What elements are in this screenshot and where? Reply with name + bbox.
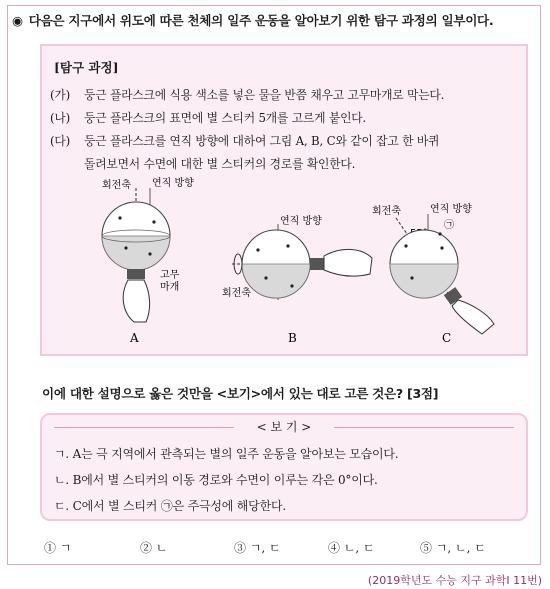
question-marker: ◉ <box>12 13 23 28</box>
step-label: (나) <box>50 111 71 125</box>
fig-b-label: B <box>288 331 297 345</box>
fig-a-axis-label: 회전축 <box>102 180 131 191</box>
experiment-figures <box>42 174 526 350</box>
step-na <box>50 107 520 130</box>
fig-a-stopper-label-2: 마개 <box>160 282 180 293</box>
fig-a-label: A <box>130 331 139 345</box>
fig-a-vertical-label: 연직 방향 <box>152 178 194 189</box>
step-text: 둥근 플라스크를 연직 방향에 대하여 그림 A, B, C와 같이 잡고 한 바퀴 <box>84 134 440 148</box>
step-text-continued: 돌려보면서 수면에 대한 별 스티커의 경로를 확인한다. <box>84 157 356 171</box>
question-prompt: 이에 대한 설명으로 옳은 것만을 <보기>에서 있는 대로 고른 것은? [3점] <box>42 386 439 401</box>
choice-3[interactable]: ③ ㄱ, ㄷ <box>234 541 281 555</box>
bogi-box <box>40 413 528 521</box>
fig-b-vertical-label: 연직 방향 <box>280 216 322 227</box>
inquiry-panel <box>40 44 528 356</box>
step-text: 둥근 플라스크의 표면에 별 스티커 5개를 고르게 붙인다. <box>84 111 367 125</box>
step-da <box>50 130 520 176</box>
question-text: 다음은 지구에서 위도에 따른 천체의 일주 운동을 알아보기 위한 탐구 과정의 일부이다. <box>28 13 494 28</box>
step-label: (가) <box>50 88 71 102</box>
figure-c <box>372 202 494 345</box>
fig-b-axis-label: 회전축 <box>222 288 251 299</box>
choice-1[interactable]: ① ㄱ <box>44 541 72 555</box>
fig-c-vertical-label: 연직 방향 <box>430 204 472 215</box>
fig-c-axis-label: 회전축 <box>372 206 401 217</box>
inquiry-title: [탐구 과정] <box>54 60 119 75</box>
fig-c-marker-label: ㉠ <box>444 220 454 231</box>
figure-a <box>102 176 194 345</box>
question-stem <box>12 12 532 30</box>
source-citation: (2019학년도 수능 지구 과학Ⅰ 11번) <box>367 574 542 587</box>
choice-5[interactable]: ⑤ ㄱ, ㄴ, ㄷ <box>420 541 486 555</box>
fig-a-stopper-label: 고무 <box>160 270 180 281</box>
bogi-option-b: ㄴ. B에서 별 스티커의 이동 경로와 수면이 이루는 각은 0°이다. <box>54 473 378 487</box>
figure-b <box>222 214 372 345</box>
choice-4[interactable]: ④ ㄴ, ㄷ <box>328 541 375 555</box>
inquiry-steps <box>50 84 520 176</box>
step-text: 둥근 플라스크에 식용 색소를 넣은 물을 반쯤 채우고 고무마개로 막는다. <box>84 88 445 102</box>
choice-2[interactable]: ② ㄴ <box>140 541 168 555</box>
step-ga <box>50 84 520 107</box>
figures-svg <box>42 174 526 350</box>
fig-c-label: C <box>442 331 452 345</box>
bogi-option-a: ㄱ. A는 극 지역에서 관측되는 별의 일주 운동을 알아보는 모습이다. <box>54 447 399 461</box>
step-label: (다) <box>50 134 71 148</box>
bogi-title: < 보 기 > <box>256 420 312 434</box>
bogi-option-c: ㄷ. C에서 별 스티커 ㉠은 주극성에 해당한다. <box>54 499 286 513</box>
answer-choices <box>44 539 534 555</box>
